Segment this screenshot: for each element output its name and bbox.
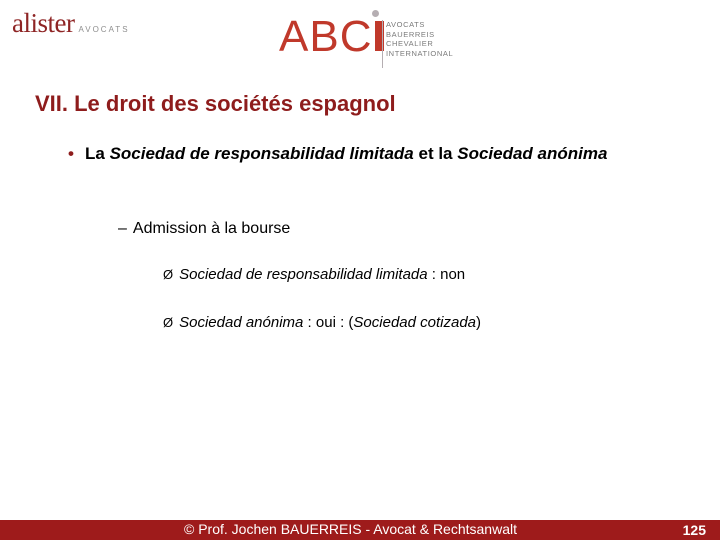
alister-logo-subtitle: AVOCATS: [78, 25, 130, 34]
bullet-marker: •: [68, 144, 74, 163]
item-term: Sociedad anónima: [179, 314, 304, 331]
sub-bullet-text: Admission à la bourse: [132, 220, 291, 237]
alister-logo-word: alister: [12, 8, 75, 38]
abci-line-2: BAUERREIS: [386, 29, 435, 39]
item-rest: : non: [427, 266, 466, 283]
abci-logo-letters: ABC: [279, 12, 384, 62]
footer-credit: © Prof. Jochen BAUERREIS - Avocat & Rechtsanwalt: [184, 521, 517, 537]
dash-marker: –: [118, 220, 127, 237]
page-number: 125: [682, 522, 706, 538]
sub-bullet: [118, 220, 290, 238]
main-bullet: [68, 143, 658, 165]
abci-line-4: INTERNATIONAL: [386, 48, 454, 58]
item-rest: : oui : (: [303, 314, 354, 331]
arrow-marker-icon: Ø: [163, 267, 174, 282]
abci-logo-lines: [386, 20, 453, 58]
footer-bar: [0, 520, 720, 540]
abci-logo-dot: [372, 10, 379, 17]
abci-logo-divider: [382, 20, 383, 68]
abci-line-3: CHEVALIER: [386, 39, 434, 48]
main-bullet-text: La Sociedad de responsabilidad limitada et la Sociedad anónima: [85, 144, 608, 163]
list-item: [163, 266, 465, 283]
list-item: [163, 314, 481, 331]
abci-line-1: AVOCATS: [386, 20, 425, 29]
item-paren: Sociedad cotizada: [353, 314, 477, 331]
item-close: ): [476, 314, 482, 331]
alister-logo: [12, 8, 130, 39]
term-sa: Sociedad anónima: [457, 144, 608, 163]
term-srl: Sociedad de responsabilidad limitada: [109, 144, 414, 163]
arrow-marker-icon: Ø: [163, 315, 174, 330]
item-term: Sociedad de responsabilidad limitada: [179, 266, 428, 283]
slide-title: VII. Le droit des sociétés espagnol: [35, 91, 396, 116]
